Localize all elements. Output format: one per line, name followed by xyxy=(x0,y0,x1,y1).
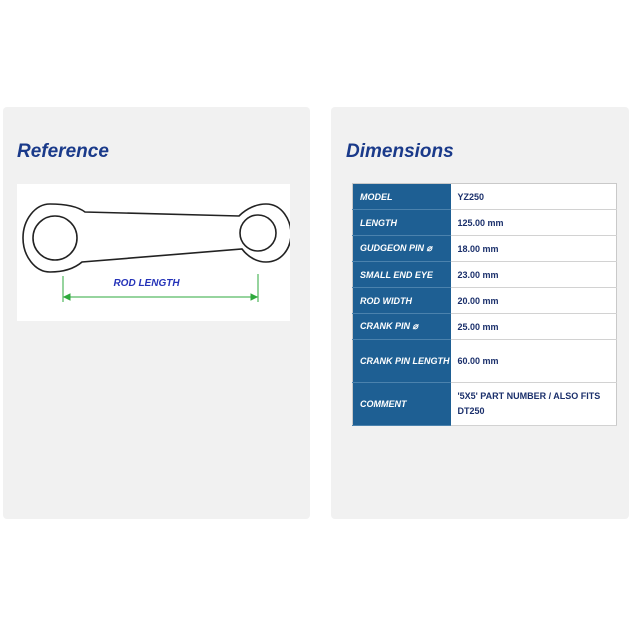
table-row xyxy=(353,236,617,262)
row-label-model: MODEL xyxy=(353,184,451,210)
table-row xyxy=(353,340,617,383)
row-label-crank-pin: CRANK PIN ⌀ xyxy=(353,314,451,340)
connecting-rod-drawing xyxy=(17,184,290,321)
row-value-small-end-eye: 23.00 mm xyxy=(451,262,617,288)
row-value-rod-width: 20.00 mm xyxy=(451,288,617,314)
row-value-crank-pin: 25.00 mm xyxy=(451,314,617,340)
table-row xyxy=(353,288,617,314)
row-value-length: 125.00 mm xyxy=(451,210,617,236)
small-end-bore xyxy=(240,215,276,251)
row-value-model: YZ250 xyxy=(451,184,617,210)
row-value-crank-pin-length: 60.00 mm xyxy=(451,340,617,383)
row-label-length: LENGTH xyxy=(353,210,451,236)
big-end-bore xyxy=(33,216,77,260)
table-row xyxy=(353,210,617,236)
row-label-rod-width: ROD WIDTH xyxy=(353,288,451,314)
row-value-comment: '5X5' PART NUMBER / ALSO FITS DT250 xyxy=(451,383,617,426)
row-label-gudgeon-pin: GUDGEON PIN ⌀ xyxy=(353,236,451,262)
table-row xyxy=(353,314,617,340)
row-label-small-end-eye: SMALL END EYE xyxy=(353,262,451,288)
table-row xyxy=(353,383,617,426)
row-value-gudgeon-pin: 18.00 mm xyxy=(451,236,617,262)
rod-length-label: ROD LENGTH xyxy=(113,278,180,289)
row-label-comment: COMMENT xyxy=(353,383,451,426)
dimensions-title: Dimensions xyxy=(346,141,454,162)
table-row xyxy=(353,184,617,210)
connecting-rod-diagram xyxy=(17,184,290,321)
table-row xyxy=(353,262,617,288)
row-label-crank-pin-length: CRANK PIN LENGTH xyxy=(353,340,451,383)
reference-title: Reference xyxy=(17,141,109,162)
dimensions-table xyxy=(352,183,617,426)
